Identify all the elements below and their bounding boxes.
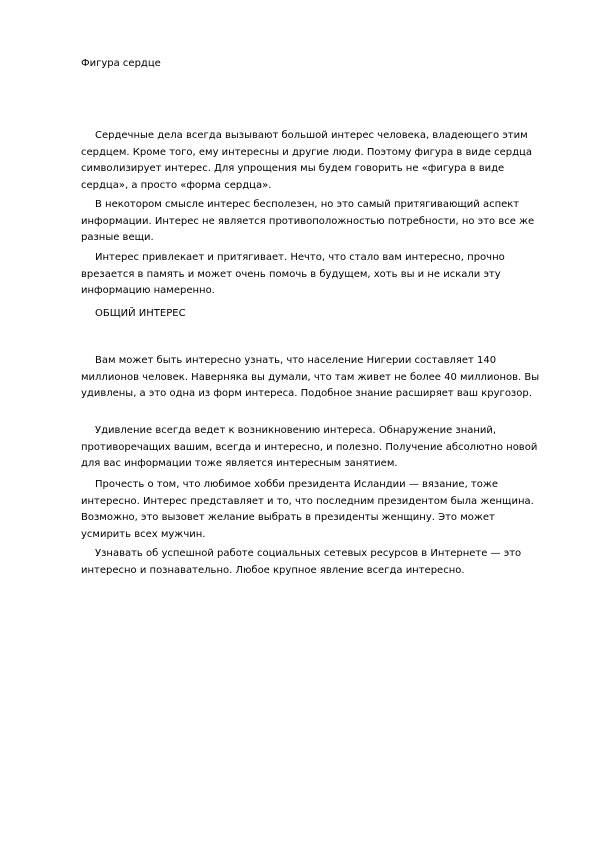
paragraph-social-networks: Узнавать об успешной работе социальных сетевых ресурсов в Интернете — это интересно и познавательно. Любое крупное явление всегда интересно. [81,548,522,576]
paragraph-iceland: Прочесть о том, что любимое хобби президента Исландии — вязание, тоже интересно. Интерес представляет и то, что последним президентом была женщина. Возможно, это вызовет желание выбрать в президенты женщину. Это может усмирить всех мужчин. [81,479,534,540]
section-heading: ОБЩИЙ ИНТЕРЕС [95,308,186,319]
paragraph-interest-useless: В некотором смысле интерес бесполезен, но это самый притягивающий аспект информации. Интерес не является противоположностью потребности, но это все же разные вещи. [81,199,535,243]
paragraph-heart-affairs: Сердечные дела всегда вызывают большой интерес человека, владеющего этим сердцем. Кроме того, ему интересны и другие люди. Поэтому фигура в виде сердца символизирует интерес. Для упрощения мы будем говорить не «фигура в виде сердца», а просто «форма сердца». [81,130,532,191]
paragraph-interest-attracts: Интерес привлекает и притягивает. Нечто, что стало вам интересно, прочно врезается в память и может очень помочь в будущем, хоть вы и не искали эту информацию намеренно. [81,252,505,296]
document-title: Фигура сердце [81,58,161,69]
paragraph-surprise: Удивление всегда ведет к возникновению интереса. Обнаружение знаний, противоречащих вашим, всегда и интересно, и полезно. Получение абсолютно новой для вас информации тоже является интересным занятием. [81,425,538,469]
paragraph-nigeria: Вам может быть интересно узнать, что население Нигерии составляет 140 миллионов человек. Наверняка вы думали, что там живет не более 40 миллионов. Вы удивлены, а это одна из форм интереса. Подобное знание расширяет ваш кругозор. [81,355,540,399]
